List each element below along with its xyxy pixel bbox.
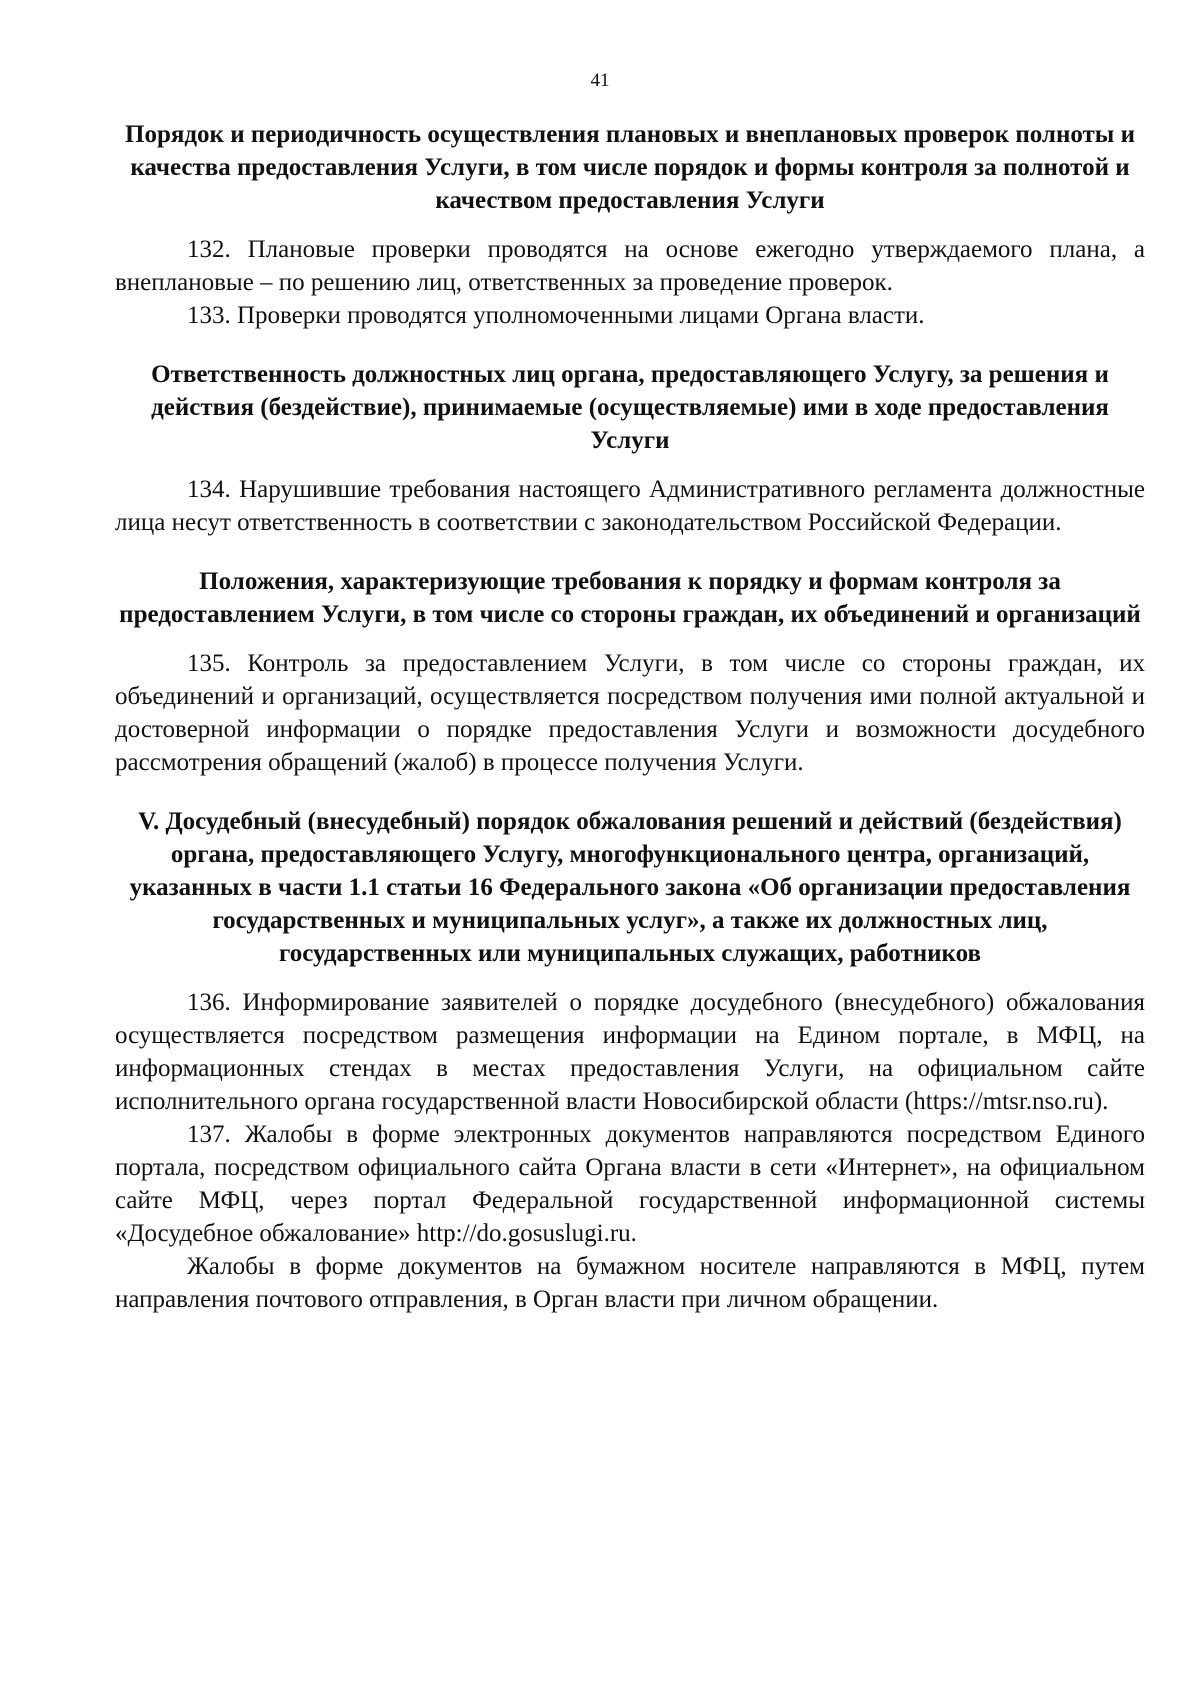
section-heading-control-provisions: Положения, характеризующие требования к порядку и формам контроля за предоставлением Услуги, в том числе со стороны граждан, их объединений и организаций bbox=[119, 568, 1141, 628]
section-heading-responsibility: Ответственность должностных лиц органа, предоставляющего Услугу, за решения и действия (бездействие), принимаемые (осуществляемые) ими в ходе предоставления Услуги bbox=[151, 361, 1109, 454]
spacer bbox=[115, 970, 1145, 986]
page-number: 41 bbox=[590, 70, 610, 91]
paragraph-134: 134. Нарушившие требования настоящего Административного регламента должностные лица несут ответственность в соответствии с законодательством Российской Федерации. bbox=[115, 476, 1145, 536]
paragraph-135: 135. Контроль за предоставлением Услуги, в том числе со стороны граждан, их объединений и организаций, осуществляется посредством получения ими полной актуальной и достоверной информации о порядке предоставления Услуги и возможности досудебного рассмотрения обращений (жалоб) в процессе получения Услуги. bbox=[115, 650, 1145, 776]
paragraph-132: 132. Плановые проверки проводятся на основе ежегодно утверждаемого плана, а внеплановые – по решению лиц, ответственных за проведение проверок. bbox=[115, 236, 1145, 296]
spacer bbox=[115, 631, 1145, 647]
document-body bbox=[115, 118, 1145, 1316]
spacer bbox=[115, 217, 1145, 233]
spacer bbox=[115, 457, 1145, 473]
spacer bbox=[115, 332, 1145, 358]
paragraph-136: 136. Информирование заявителей о порядке досудебного (внесудебного) обжалования осуществляется посредством размещения информации на Едином портале, в МФЦ, на информационных стендах в местах предоставления Услуги, на официальном сайте исполнительного органа государственной власти Новосибирской области (https://mtsr.nso.ru). bbox=[115, 989, 1145, 1115]
paragraph-137: 137. Жалобы в форме электронных документов направляются посредством Единого портала, посредством официального сайта Органа власти в сети «Интернет», на официальном сайте МФЦ, через портал Федеральной государственной информационной системы «Досудебное обжалование» http://do.gosuslugi.ru. bbox=[115, 1121, 1145, 1247]
paragraph-137-continued: Жалобы в форме документов на бумажном носителе направляются в МФЦ, путем направления почтового отправления, в Орган власти при личном обращении. bbox=[115, 1253, 1145, 1313]
spacer bbox=[115, 539, 1145, 565]
paragraph-133: 133. Проверки проводятся уполномоченными лицами Органа власти. bbox=[187, 302, 925, 329]
section-heading-inspections: Порядок и периодичность осуществления плановых и внеплановых проверок полноты и качества предоставления Услуги, в том числе порядок и формы контроля за полнотой и качеством предоставления Услуги bbox=[125, 121, 1135, 214]
section-heading-pretrial-appeal: V. Досудебный (внесудебный) порядок обжалования решений и действий (бездействия) органа, предоставляющего Услугу, многофункционального центра, организаций, указанных в части 1.1 статьи 16 Федерального закона «Об организации предоставления государственных и муниципальных услуг», а также их должностных лиц, государственных или муниципальных служащих, работников bbox=[129, 808, 1131, 967]
spacer bbox=[115, 779, 1145, 805]
